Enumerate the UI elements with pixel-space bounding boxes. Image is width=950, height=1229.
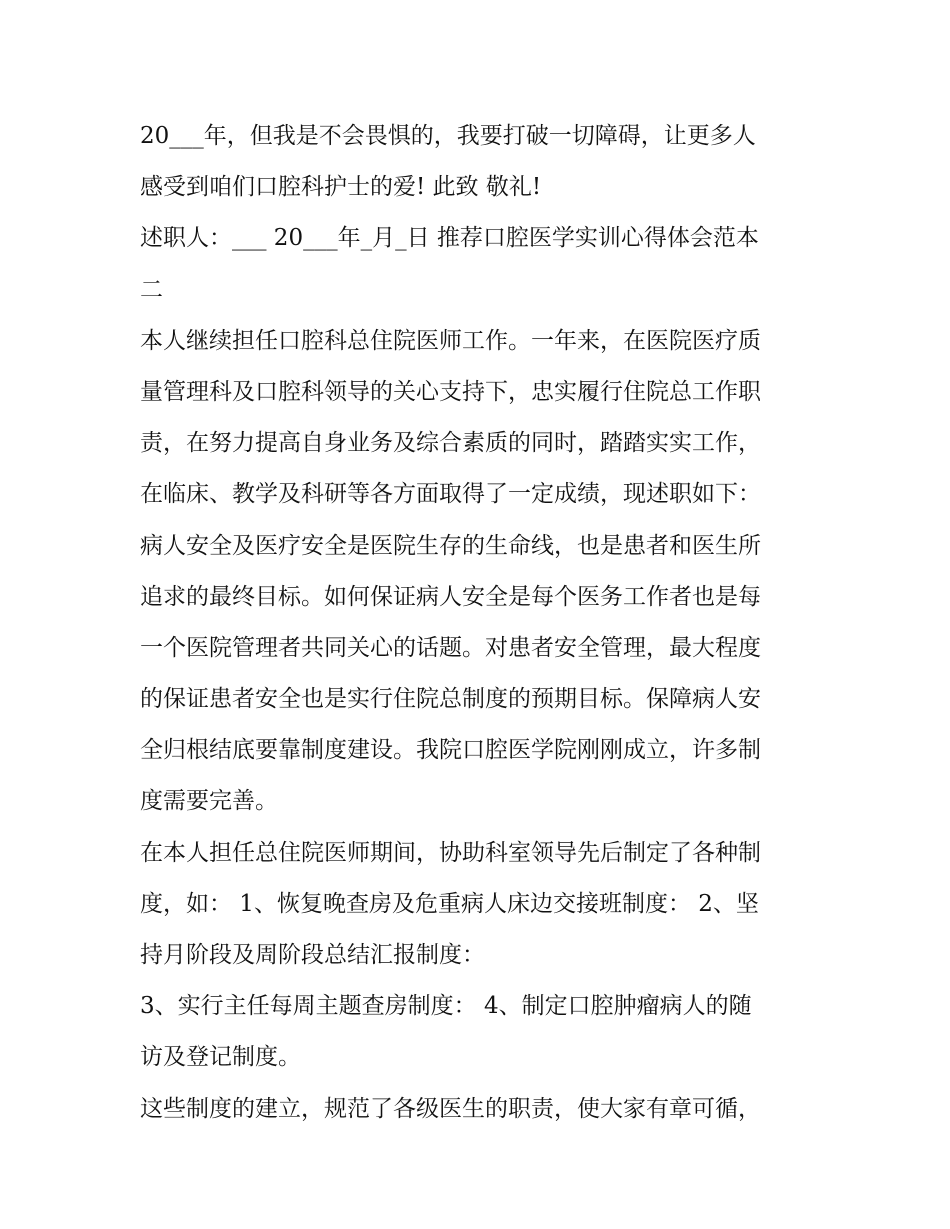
text-line: 的保证患者安全也是实行住院总制度的预期目标。保障病人安 (140, 686, 761, 713)
text-line: 病人安全及医疗安全是医院生存的生命线，也是患者和医生所 (140, 532, 761, 559)
text-line: 持月阶段及周阶段总结汇报制度： (140, 942, 485, 968)
text-line: 在本人担任总住院医师期间，协助科室领导先后制定了各种制 (140, 839, 761, 866)
text-line: 访及登记制度。 (140, 1044, 301, 1071)
text-line: 量管理科及口腔科领导的关心支持下，忠实履行住院总工作职 (140, 378, 761, 405)
text-line: 3、实行主任每周主题查房制度： 4、制定口腔肿瘤病人的随 (140, 993, 752, 1020)
text-line: 在临床、教学及科研等各方面取得了一定成绩，现述职如下： (140, 481, 761, 508)
text-line: 全归根结底要靠制度建设。我院口腔医学院刚刚成立，许多制 (140, 737, 761, 764)
text-line: 本人继续担任口腔科总住院医师工作。一年来，在医院医疗质 (140, 327, 761, 354)
text-line: 20___年，但我是不会畏惧的，我要打破一切障碍，让更多人 (140, 123, 756, 149)
text-line: 感受到咱们口腔科护士的爱! 此致 敬礼! (140, 174, 542, 201)
text-line: 二 (140, 276, 163, 303)
text-line: 一个医院管理者共同关心的话题。对患者安全管理，最大程度 (140, 634, 761, 661)
document-body (140, 111, 820, 1135)
text-line: 度，如： 1、恢复晚查房及危重病人床边交接班制度： 2、坚 (140, 890, 759, 917)
text-line: 度需要完善。 (140, 788, 278, 815)
text-line: 追求的最终目标。如何保证病人安全是每个医务工作者也是每 (140, 583, 761, 610)
text-line: 这些制度的建立，规范了各级医生的职责，使大家有章可循， (140, 1095, 761, 1122)
text-line: 述职人：___ 20___年_月_日 推荐口腔医学实训心得体会范本 (140, 225, 759, 252)
text-line: 责，在努力提高自身业务及综合素质的同时，踏踏实实工作， (140, 430, 761, 457)
